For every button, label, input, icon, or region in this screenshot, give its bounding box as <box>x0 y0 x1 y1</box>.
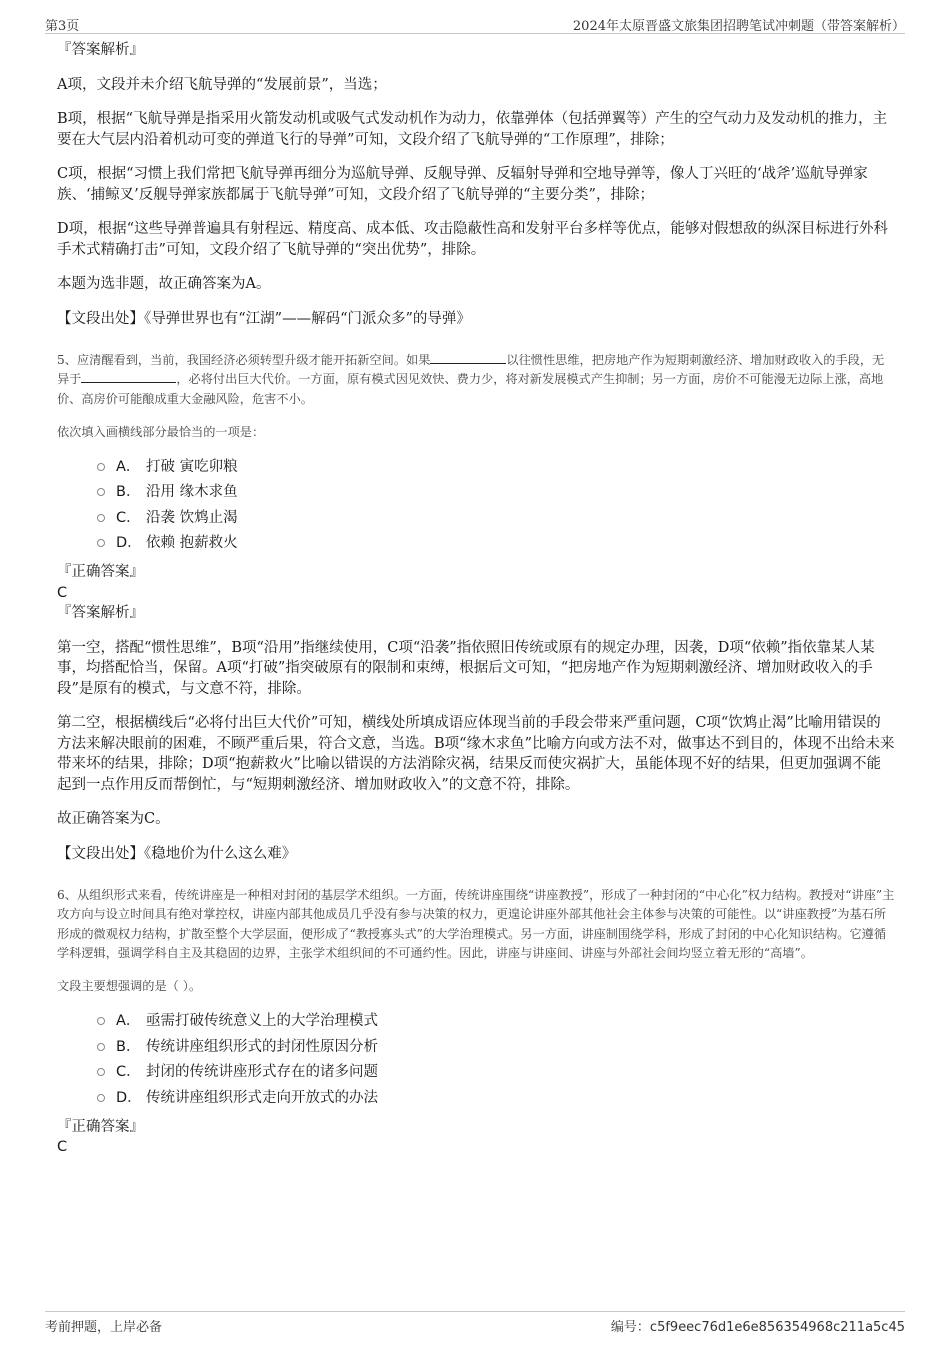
page-number: 第3页 <box>45 19 80 34</box>
q5-prompt: 依次填入画横线部分最恰当的一项是： <box>57 424 265 439</box>
q5-answer: C <box>57 584 68 601</box>
q5-analysis-1: 第一空，搭配“惯性思维”，B项“沿用”指继续使用，C项“沿袭”指依照旧传统或原有的规定办理，因袭，D项“依赖”指依靠某人某事，均搭配恰当，保留。A项“打破”指突破原有的限制和束缚，根据后文可知，“把房地产作为短期刺激经济、增加财政收入的手段”是原有的模式，与文意不符，排除。 <box>57 639 875 697</box>
q5-analysis-2: 第二空，根据横线后“必将付出巨大代价”可知，横线处所填成语应体现当前的手段会带来严重问题，C项“饮鸩止渴”比喻用错误的方法来解决眼前的困难，不顾严重后果，符合文意，当选。B项“缘木求鱼”比喻方向或方法不对，做事达不到目的，体现不出给未来带来坏的结果，排除；D项“抱薪救火”比喻以错误的方法消除灾祸，结果反而使灾祸扩大，虽能体现不好的结果，但更加强调不能起到一点作用反而帮倒忙，与“短期刺激经济、增加财政收入”的文意不符，排除。 <box>57 715 895 793</box>
q5-stem-part2: 以往惯性思维，把房地产作为短期刺激经济、增加财政收入的手段，无异于 <box>57 353 885 387</box>
radio-icon[interactable] <box>97 1017 105 1025</box>
code-value: c5f9eec76d1e6e856354968c211a5c45 <box>649 1320 905 1335</box>
q6-option-d[interactable]: D． 传统讲座组织形式走向开放式的办法 <box>97 1085 895 1111</box>
radio-icon[interactable] <box>97 488 105 496</box>
radio-icon[interactable] <box>97 539 105 547</box>
q5-stem-part1: 5、应清醒看到，当前，我国经济必须转型升级才能开拓新空间。如果 <box>57 353 431 367</box>
q5-option-d[interactable]: D． 依赖 抱薪救火 <box>97 531 895 557</box>
fill-blank-1 <box>430 351 506 364</box>
q4-analysis-d: D项，根据“这些导弹普遍具有射程远、精度高、成本低、攻击隐蔽性高和发射平台多样等优点，能够对假想敌的纵深目标进行外科手术式精确打击”可知，文段介绍了飞航导弹的“突出优势”，排除。 <box>57 221 889 258</box>
q4-source: 【文段出处】《导弹世界也有“江湖”——解码“门派众多”的导弹》 <box>57 310 471 327</box>
q6-answer: C <box>57 1139 68 1156</box>
q6-option-c[interactable]: C． 封闭的传统讲座形式存在的诸多问题 <box>97 1060 895 1086</box>
q5-stem <box>57 351 895 409</box>
q4-analysis-b: B项，根据“飞航导弹是指采用火箭发动机或吸气式发动机作为动力，依靠弹体（包括弹翼等）产生的空气动力及发动机的推力，主要在大气层内沿着机动可变的弹道飞行的导弹”可知，文段介绍了飞航导弹的“工作原理”，排除； <box>57 111 888 148</box>
q4-analysis-a: A项，文段并未介绍飞航导弹的“发展前景”，当选； <box>57 76 387 93</box>
radio-icon[interactable] <box>97 1068 105 1076</box>
radio-icon[interactable] <box>97 514 105 522</box>
radio-icon[interactable] <box>97 463 105 471</box>
q5-option-a[interactable]: A． 打破 寅吃卯粮 <box>97 454 895 480</box>
radio-icon[interactable] <box>97 1094 105 1102</box>
q6-option-b[interactable]: B． 传统讲座组织形式的封闭性原因分析 <box>97 1034 895 1060</box>
q6-options <box>97 1009 895 1111</box>
footer-slogan: 考前押题，上岸必备 <box>45 1320 163 1335</box>
q6-stem: 6、从组织形式来看，传统讲座是一种相对封闭的基层学术组织。一方面，传统讲座围绕“讲座教授”，形成了一种封闭的“中心化”权力结构。教授对“讲座”主攻方向与设立时间具有绝对掌控权，讲座内部其他成员几乎没有参与决策的权力，更遑论讲座外部其他社会主体参与决策的可能性。以“讲座教授”为基石所形成的微观权力结构，扩散至整个大学层面，便形成了“教授寡头式”的大学治理模式。另一方面，讲座制围绕学科，形成了封闭的中心化知识结构。它遵循学科逻辑，强调学科自主及其稳固的边界，主张学术组织间的不可通约性。因此，讲座与讲座间、讲座与外部社会间均竖立着无形的“高墙”。 <box>57 888 895 961</box>
page-footer <box>45 1311 905 1334</box>
document-body <box>57 40 895 1158</box>
page-header <box>45 13 905 34</box>
q5-stem-part3: ，必将付出巨大代价。一方面，原有模式因见效快、费力少，将对新发展模式产生抑制；另一方面，房价不可能漫无边际上涨，高地价、高房价可能酿成重大金融风险，危害不小。 <box>57 372 884 406</box>
document-title: 2024年太原晋盛文旅集团招聘笔试冲刺题（带答案解析） <box>572 19 905 34</box>
q6-prompt: 文段主要想强调的是（ ）。 <box>57 979 202 994</box>
radio-icon[interactable] <box>97 1043 105 1051</box>
q5-options <box>97 454 895 556</box>
q6-option-a[interactable]: A． 亟需打破传统意义上的大学治理模式 <box>97 1009 895 1035</box>
q5-answer-label: 『正确答案』 <box>57 564 144 581</box>
fill-blank-2 <box>81 370 176 383</box>
q6-answer-label: 『正确答案』 <box>57 1118 144 1135</box>
q5-option-b[interactable]: B． 沿用 缘木求鱼 <box>97 480 895 506</box>
analysis-label: 『答案解析』 <box>57 42 144 58</box>
q5-option-c[interactable]: C． 沿袭 饮鸩止渴 <box>97 505 895 531</box>
q4-conclusion: 本题为选非题，故正确答案为A。 <box>57 276 271 292</box>
code-label: 编号： <box>610 1320 650 1335</box>
q5-source: 【文段出处】《稳地价为什么这么难》 <box>57 845 297 862</box>
document-code <box>611 1316 905 1335</box>
q5-analysis-label: 『答案解析』 <box>57 605 144 622</box>
q4-analysis-c: C项，根据“习惯上我们常把飞航导弹再细分为巡航导弹、反舰导弹、反辐射导弹和空地导弹等，像人丁兴旺的‘战斧’巡航导弹家族、‘捕鲸叉’反舰导弹家族都属于飞航导弹”可知，文段介绍了飞航导弹的“主要分类”，排除； <box>57 166 868 203</box>
q5-conclusion: 故正确答案为C。 <box>57 811 170 828</box>
